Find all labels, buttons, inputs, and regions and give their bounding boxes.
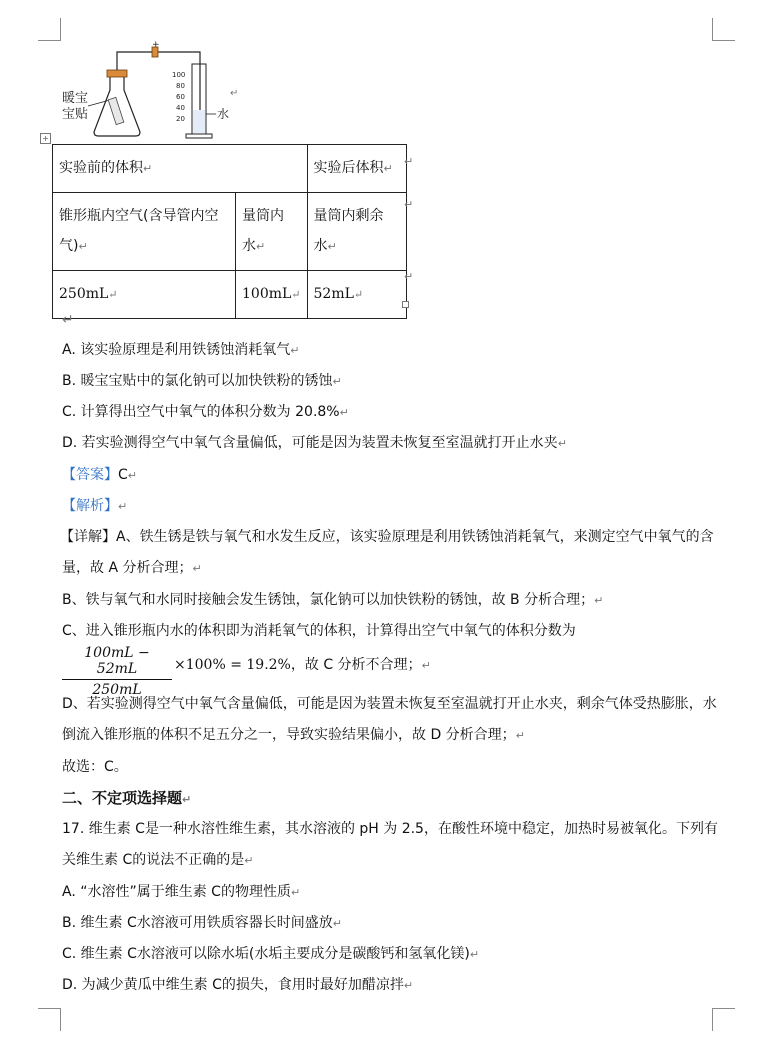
header-before: 实验前的体积 — [59, 160, 143, 176]
q17-option-c: C. 维生素 C水溶液可以除水垢(水垢主要成分是碳酸钙和氢氧化镁)↵ — [62, 946, 480, 962]
q17-option-d: D. 为减少黄瓜中维生素 C的损失，食用时最好加醋凉拌↵ — [62, 977, 414, 993]
value-cell: 52mL↵ — [307, 271, 406, 319]
analysis-line: 【解析】↵ — [62, 498, 128, 514]
connecting-tube — [117, 52, 200, 120]
col2-label-line2: 水 — [242, 238, 256, 254]
q17-option-a: A. “水溶性”属于维生素 C的物理性质↵ — [62, 884, 301, 900]
table-row — [53, 271, 407, 319]
heat-pad — [108, 97, 124, 124]
value-water-before: 100mL — [242, 286, 292, 302]
detail-b-line: B、铁与氧气和水同时接触会发生锈蚀，氯化钠可以加快铁粉的锈蚀，故 B 分析合理；↵ — [62, 592, 604, 608]
water-label: 水 — [217, 107, 230, 121]
tick-label: 100 — [172, 71, 186, 79]
q17-stem-line1: 17. 维生素 C是一种水溶性维生素，其水溶液的 pH 为 2.5，在酸性环境中稳定，加热时易被氧化。下列有 — [62, 821, 718, 837]
row-end-mark: ↵ — [404, 155, 414, 168]
col1-label-line1: 锥形瓶内空气(含导管内空 — [59, 208, 219, 224]
fraction-denominator: 250mL — [92, 682, 142, 698]
conclusion-line: 故选：C。 — [62, 759, 128, 775]
value-cell: 100mL↵ — [236, 271, 308, 319]
volume-table — [52, 144, 407, 319]
q17-option-b: B. 维生素 C水溶液可用铁质容器长时间盛放↵ — [62, 915, 342, 931]
col3-label-line1: 量筒内剩余 — [313, 208, 384, 224]
option-a: A. 该实验原理是利用铁锈蚀消耗氧气↵ — [62, 342, 300, 358]
clamp-mark: + — [152, 40, 160, 50]
detail-label: 【详解】 — [60, 529, 116, 545]
table-row — [53, 193, 407, 271]
paragraph-mark: ↵ — [62, 312, 74, 328]
option-c: C. 计算得出空气中氧气的体积分数为 20.8%↵ — [62, 404, 349, 420]
cylinder-base — [186, 134, 212, 138]
analysis-label: 【解析】 — [62, 498, 118, 514]
formula-result: ×100% = 19.2%，故 C 分析不合理；↵ — [174, 657, 431, 673]
flask-stopper — [107, 70, 127, 77]
col3-label-cell: 量筒内剩余 水↵ — [307, 193, 406, 271]
device-label-top: 暖宝 — [62, 91, 89, 106]
page-corner-mark — [712, 18, 735, 41]
row-end-mark: ↵ — [404, 198, 414, 211]
detail-d-line1: D、若实验测得空气中氧气含量偏低，可能是因为装置未恢复至室温就打开止水夹，剩余气体受热膨胀，水 — [62, 696, 717, 712]
value-air: 250mL — [59, 286, 109, 302]
answer-line: 【答案】C↵ — [62, 467, 137, 483]
tick-label: 20 — [176, 115, 185, 123]
table-move-handle-icon[interactable]: + — [40, 133, 51, 144]
q17-stem-line2: 关维生素 C的说法不正确的是↵ — [62, 852, 254, 868]
detail-a-line1: 【详解】A、铁生锈是铁与氧气和水发生反应，该实验原理是利用铁锈蚀消耗氧气，来测定空气中氧气的含 — [60, 529, 714, 545]
col1-label-cell: 锥形瓶内空气(含导管内空 气)↵ — [53, 193, 236, 271]
header-after-cell: 实验后体积↵ — [307, 145, 406, 193]
tick-label: 80 — [176, 82, 185, 90]
page-corner-mark — [38, 18, 61, 41]
paragraph-mark: ↵ — [230, 88, 239, 99]
row-end-mark: ↵ — [404, 270, 414, 283]
answer-label: 【答案】 — [62, 467, 118, 483]
detail-d-line2: 倒流入锥形瓶的体积不足五分之一，导致实验结果偏小，故 D 分析合理；↵ — [62, 727, 525, 743]
apparatus-figure — [58, 40, 248, 146]
col1-label-line2: 气) — [59, 238, 79, 254]
section-title: 二、不定项选择题↵ — [62, 789, 192, 807]
page-corner-mark — [38, 1008, 61, 1031]
scale-ticks — [172, 71, 185, 123]
fraction-numerator: 100mL − 52mL — [62, 645, 172, 680]
table-row — [53, 145, 407, 193]
device-label-bottom: 宝贴 — [62, 107, 89, 122]
value-water-after: 52mL — [313, 286, 354, 302]
fraction-formula — [62, 645, 172, 698]
col2-label-line1: 量筒内 — [242, 208, 284, 224]
answer-value: C — [118, 467, 128, 483]
detail-c-line: C、进入锥形瓶内水的体积即为消耗氧气的体积，计算得出空气中氧气的体积分数为 — [62, 623, 576, 639]
detail-a-line2: 量，故 A 分析合理；↵ — [62, 560, 202, 576]
col3-label-line2: 水 — [313, 238, 328, 254]
cylinder-water — [193, 110, 205, 133]
page-corner-mark — [712, 1008, 735, 1031]
option-b: B. 暖宝宝贴中的氯化钠可以加快铁粉的锈蚀↵ — [62, 373, 342, 389]
tick-label: 60 — [176, 93, 185, 101]
table-resize-handle[interactable] — [402, 301, 409, 308]
tick-label: 40 — [176, 104, 185, 112]
value-cell: 250mL↵ — [53, 271, 236, 319]
label-pointer — [88, 100, 110, 106]
header-after: 实验后体积 — [313, 160, 384, 176]
option-d: D. 若实验测得空气中氧气含量偏低，可能是因为装置未恢复至室温就打开止水夹↵ — [62, 435, 567, 451]
col2-label-cell: 量筒内 水↵ — [236, 193, 308, 271]
header-before-cell: 实验前的体积↵ — [53, 145, 308, 193]
